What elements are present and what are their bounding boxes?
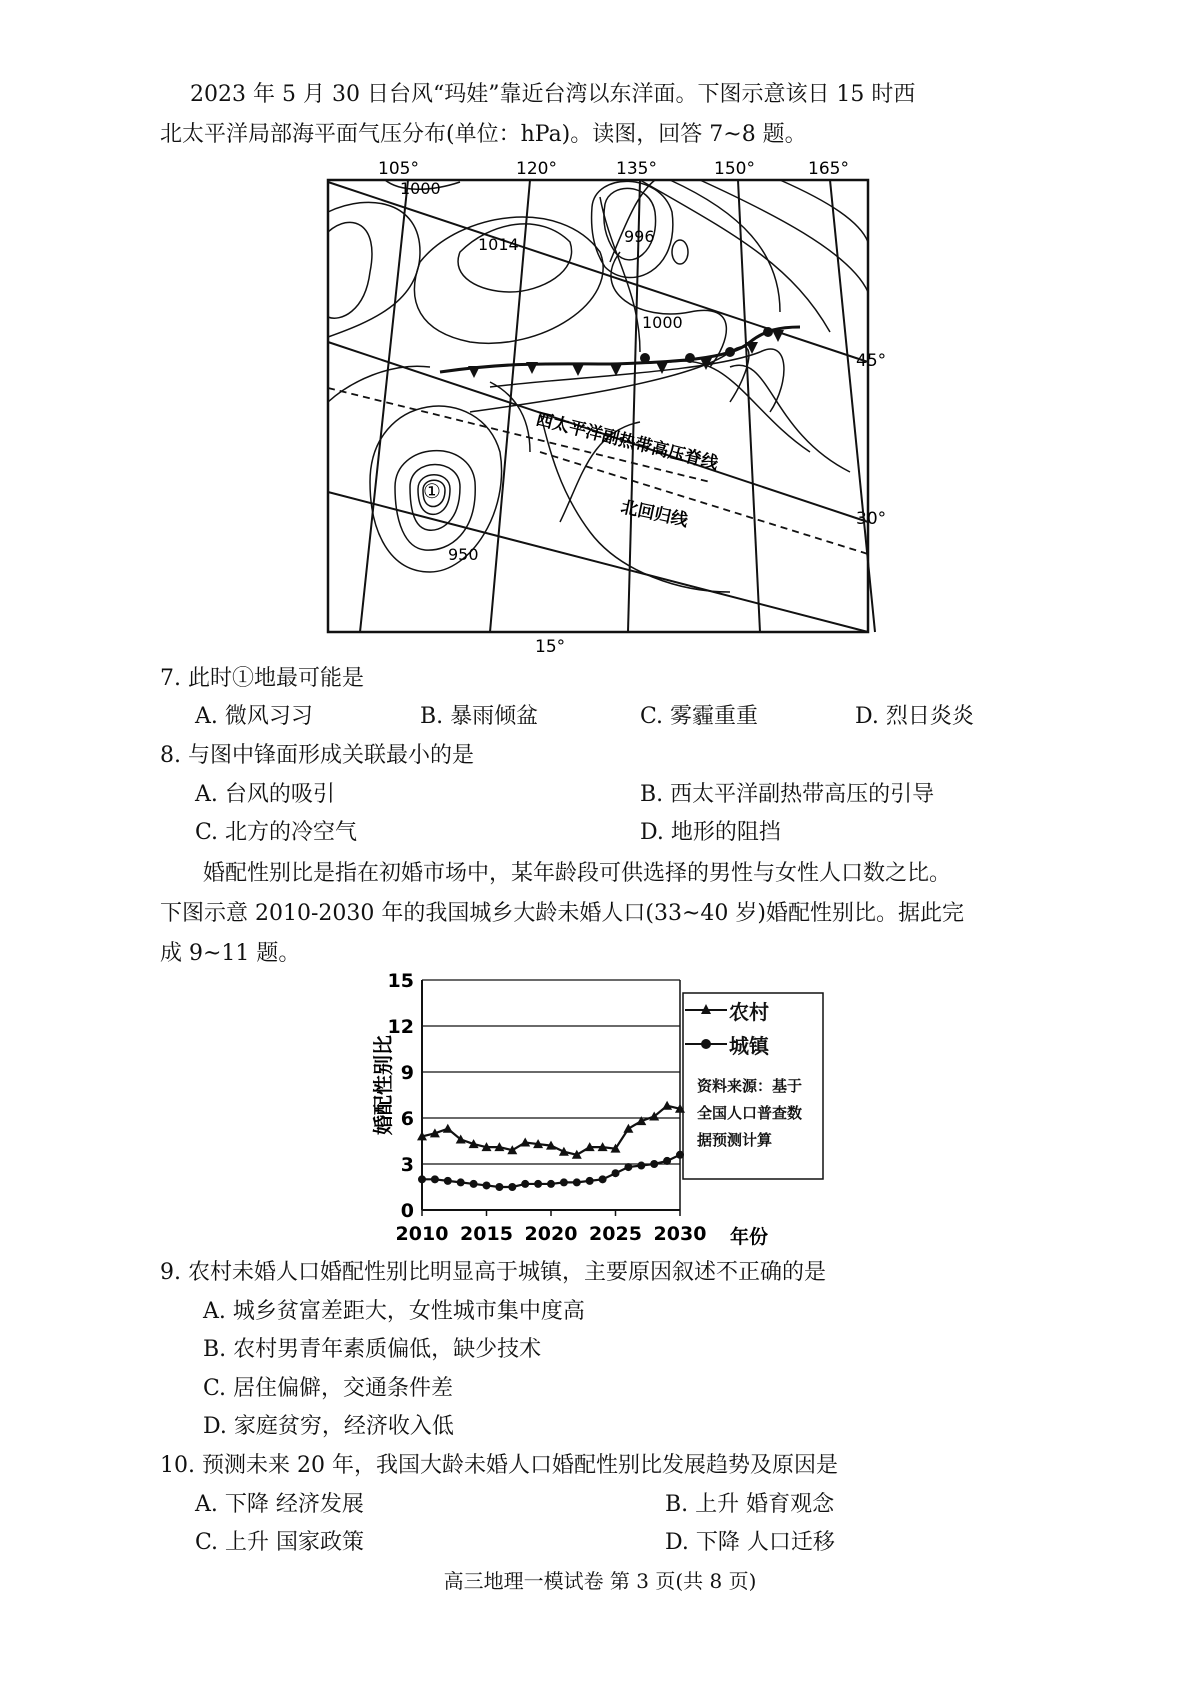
chart-x-tick-label: 2015 bbox=[460, 1223, 513, 1245]
urban-data-point bbox=[418, 1175, 426, 1183]
q10-stem: 10. 预测未来 20 年，我国大龄未婚人口婚配性别比发展趋势及原因是 bbox=[160, 1453, 838, 1478]
q7-option-d: D. 烈日炎炎 bbox=[855, 704, 974, 729]
q9-stem: 9. 农村未婚人口婚配性别比明显高于城镇，主要原因叙述不正确的是 bbox=[160, 1260, 826, 1285]
q10-option-a: A. 下降 经济发展 bbox=[195, 1492, 364, 1517]
urban-data-point bbox=[431, 1175, 439, 1183]
lat-label-30: 30° bbox=[856, 509, 887, 529]
ridge-label: 西太平洋副热带高压脊线 bbox=[533, 409, 721, 475]
chart-legend bbox=[683, 993, 823, 1154]
chart-x-tick-label: 2030 bbox=[653, 1223, 707, 1245]
chart-y-tick-label: 3 bbox=[400, 1154, 414, 1176]
legend-triangle-marker-icon bbox=[683, 1000, 729, 1020]
q9-option-a: A. 城乡贫富差距大，女性城市集中度高 bbox=[203, 1299, 585, 1324]
meridian-150 bbox=[738, 180, 760, 632]
urban-data-point bbox=[650, 1160, 658, 1168]
urban-data-point bbox=[521, 1180, 529, 1188]
isobar-label-1000-east: 1000 bbox=[642, 313, 683, 332]
urban-data-point bbox=[470, 1180, 478, 1188]
urban-data-point bbox=[534, 1180, 542, 1188]
lon-label-105: 105° bbox=[378, 159, 419, 179]
typhoon-marker: ① bbox=[423, 479, 441, 503]
legend-item-urban bbox=[683, 1027, 823, 1061]
q7-stem: 7. 此时①地最可能是 bbox=[160, 666, 364, 691]
urban-data-point bbox=[637, 1162, 645, 1170]
isobar-label-950: 950 bbox=[448, 545, 479, 564]
chart-source-note bbox=[683, 1073, 823, 1154]
isobar-label-996: 996 bbox=[624, 227, 655, 246]
urban-data-point bbox=[586, 1177, 594, 1185]
chart-x-tick-label: 2020 bbox=[524, 1223, 578, 1245]
lon-label-150: 150° bbox=[714, 159, 755, 179]
q7-option-a: A. 微风习习 bbox=[195, 704, 313, 729]
urban-data-point bbox=[599, 1175, 607, 1183]
q9-option-d: D. 家庭贫穷，经济收入低 bbox=[203, 1414, 454, 1439]
q9-option-b: B. 农村男青年素质偏低，缺少技术 bbox=[203, 1337, 542, 1362]
q9-option-c: C. 居住偏僻，交通条件差 bbox=[203, 1376, 454, 1401]
source-note-line-1: 资料来源：基于 bbox=[697, 1077, 803, 1095]
urban-data-point bbox=[457, 1178, 465, 1186]
chart-y-tick-label: 9 bbox=[400, 1062, 414, 1084]
q7-option-b: B. 暴雨倾盆 bbox=[420, 704, 539, 729]
intro1-line2: 北太平洋局部海平面气压分布(单位：hPa)。读图，回答 7~8 题。 bbox=[160, 122, 807, 147]
page-footer: 高三地理一模试卷 第 3 页(共 8 页) bbox=[443, 1569, 757, 1593]
chart-y-tick-label: 6 bbox=[400, 1108, 414, 1130]
parallel-45 bbox=[328, 182, 868, 362]
urban-data-point bbox=[573, 1178, 581, 1186]
intro2-line1: 婚配性别比是指在初婚市场中，某年龄段可供选择的男性与女性人口数之比。 bbox=[203, 861, 952, 886]
q8-option-c: C. 北方的冷空气 bbox=[195, 820, 358, 845]
legend-circle-marker-icon bbox=[683, 1034, 729, 1054]
q10-option-b: B. 上升 婚育观念 bbox=[665, 1492, 835, 1517]
lon-label-165: 165° bbox=[808, 159, 849, 179]
source-note-line-3: 据预测计算 bbox=[697, 1131, 773, 1149]
chart-x-tick-label: 2025 bbox=[589, 1223, 642, 1245]
chart-y-tick-label: 15 bbox=[387, 970, 414, 992]
rural-data-point bbox=[443, 1124, 453, 1133]
q8-option-a: A. 台风的吸引 bbox=[195, 782, 335, 807]
legend-item-rural bbox=[683, 993, 823, 1027]
intro2-line3: 成 9~11 题。 bbox=[160, 941, 301, 966]
lon-label-135: 135° bbox=[616, 159, 657, 179]
urban-data-point bbox=[508, 1183, 516, 1191]
chart-y-tick-label: 12 bbox=[387, 1016, 414, 1038]
meridian-135 bbox=[628, 180, 640, 632]
q7-option-c: C. 雾霾重重 bbox=[640, 704, 759, 729]
q10-option-c: C. 上升 国家政策 bbox=[195, 1530, 365, 1555]
lat-label-45: 45° bbox=[856, 351, 887, 371]
urban-data-point bbox=[495, 1183, 503, 1191]
tropic-label: 北回归线 bbox=[618, 497, 690, 532]
rural-data-point bbox=[623, 1124, 633, 1133]
rural-data-point bbox=[662, 1101, 672, 1110]
urban-data-point bbox=[612, 1169, 620, 1177]
intro1-line1: 2023 年 5 月 30 日台风“玛娃”靠近台湾以东洋面。下图示意该日 15 时西 bbox=[190, 82, 916, 107]
urban-data-point bbox=[444, 1177, 452, 1185]
q8-option-d: D. 地形的阻挡 bbox=[640, 820, 781, 845]
urban-data-point bbox=[483, 1181, 491, 1189]
q8-option-b: B. 西太平洋副热带高压的引导 bbox=[640, 782, 935, 807]
urban-data-point bbox=[624, 1163, 632, 1171]
isobar-label-1000-west: 1000 bbox=[400, 179, 441, 198]
legend-label-rural: 农村 bbox=[729, 999, 769, 1024]
isobar-label-1014: 1014 bbox=[478, 235, 519, 254]
parallel-15 bbox=[328, 492, 868, 632]
lat-label-15: 15° bbox=[535, 637, 566, 657]
urban-data-point bbox=[547, 1180, 555, 1188]
urban-data-point bbox=[663, 1157, 671, 1165]
q10-option-d: D. 下降 人口迁移 bbox=[665, 1530, 835, 1555]
isobars bbox=[328, 180, 868, 592]
urban-data-point bbox=[560, 1178, 568, 1186]
legend-label-urban: 城镇 bbox=[729, 1033, 769, 1058]
lon-label-120: 120° bbox=[516, 159, 557, 179]
pressure-map bbox=[310, 152, 887, 657]
chart-y-tick-label: 0 bbox=[400, 1200, 414, 1222]
chart-x-tick-label: 2010 bbox=[395, 1223, 449, 1245]
chart-x-axis-label: 年份 bbox=[730, 1226, 769, 1248]
q8-stem: 8. 与图中锋面形成关联最小的是 bbox=[160, 743, 474, 768]
source-note-line-2: 全国人口普查数 bbox=[697, 1104, 803, 1122]
intro2-line2: 下图示意 2010-2030 年的我国城乡大龄未婚人口(33~40 岁)婚配性别比。据此完 bbox=[160, 901, 964, 926]
chart-y-axis-label: 婚配性别比 bbox=[371, 1035, 395, 1135]
